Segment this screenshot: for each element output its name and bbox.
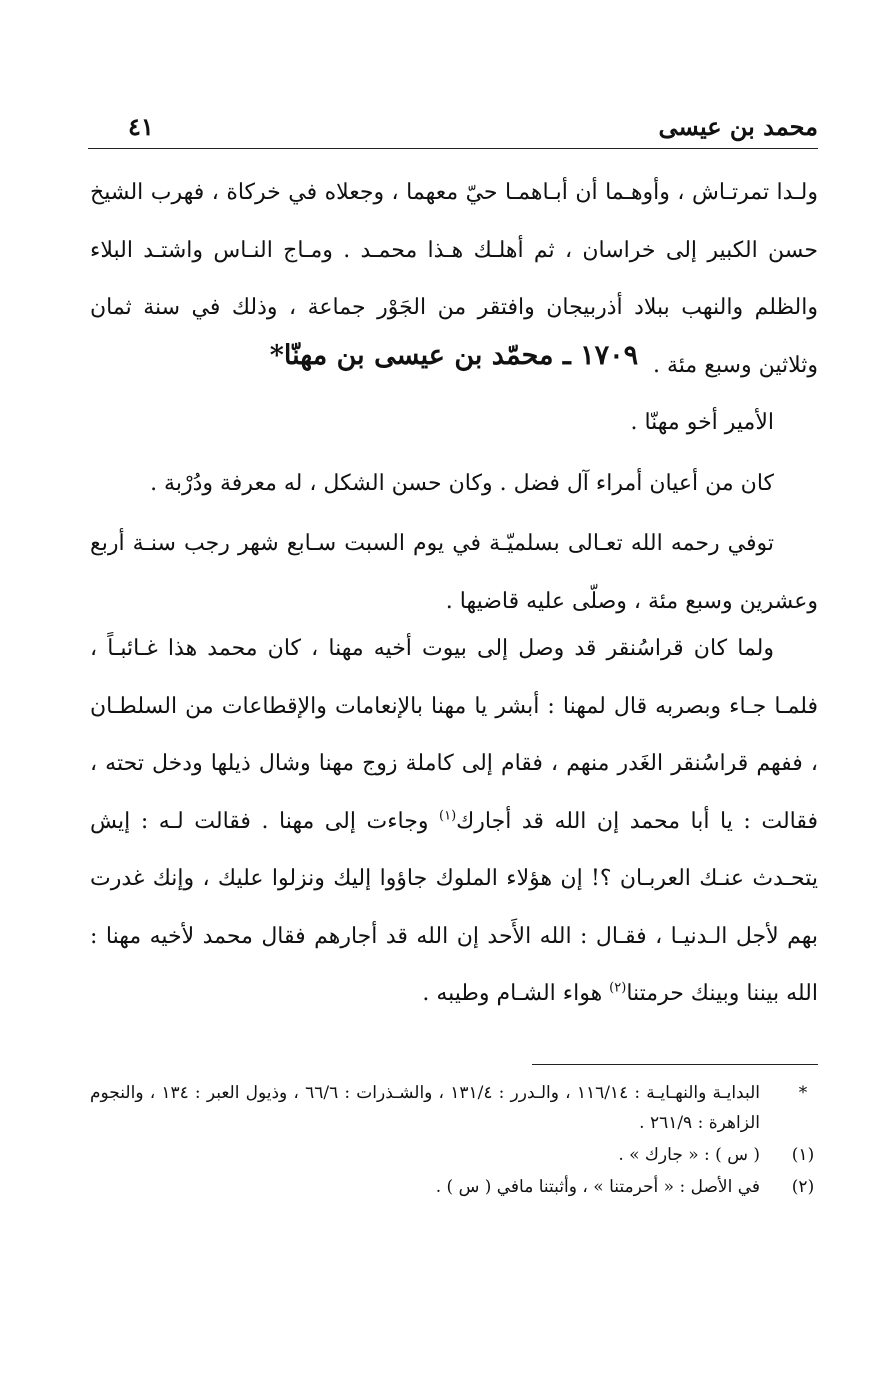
footnote-text: البدايـة والنهـايـة : ١١٦/١٤ ، والـدرر : ١٣١/٤ ، والشـذرات : ٦٦/٦ ، وذيول العبر : ١٣٤ ، والنجوم الزاهرة : ٢٦١/٩ . (90, 1083, 761, 1133)
paragraph-title-line (90, 394, 818, 452)
footnote-marker: * (798, 1083, 808, 1103)
story-text-part-1: ولما كان قراسُنقر قد وصل إلى بيوت أخيه مهنا ، كان محمد هذا غـائبـاً ، فلمـا جـاء وبصربه قال لمهنا : أبشر يا مهنا بالإنعامات والإقطاعات من السلطـان ، ففهم قراسُنقر الغَدر منهم ، فقام إلى كاملة زوج مهنا وشال ذيلها ودخل تحته ، فقالت : يا أبا محمد إن الله قد أجارك (90, 636, 818, 834)
paragraph-text: كان من أعيان أمراء آل فضل . وكان حسن الشكل ، له معرفة ودُرْبة . (150, 471, 774, 496)
footnotes (90, 1078, 818, 1204)
story-text-part-2: وجاءت إلى مهنا . فقالت لـه : إيش يتحـدث عنـك العربـان ؟! إن هؤلاء الملوك جاؤوا إليك ونزلوا عليك ، وإنك غدرت بهم لأجل الـدنيـا ، فقـال : الله الأَحد إن الله قد أجارهم فقال محمد لأخيه مهنا : الله بيننا وبينك حرمتنا (90, 808, 818, 1006)
footnote-1 (90, 1140, 818, 1170)
page-header (88, 112, 818, 146)
footnote-text: ( س ) : « جارك » . (618, 1145, 760, 1165)
paragraph-death (90, 515, 818, 630)
header-rule (88, 148, 818, 149)
paragraph-text (90, 620, 818, 1023)
footnote-rule (532, 1064, 818, 1065)
entry-heading: ١٧٠٩ ـ محمّد بن عيسى بن مهنّا* (269, 340, 639, 371)
paragraph-text: ولـدا تمرتـاش ، وأوهـما أن أبـاهمـا حيّ معهما ، وجعلاه في خركاة ، فهرب الشيخ حسن الكبير إلى خراسان ، ثم أهلـك هـذا محمـد . ومـاج النـاس واشتـد البلاء والظلم والنهب ببلاد أذربيجان وافتقر من الجَوْر جماعة ، وذلك في سنة ثمان وثلاثين وسبع مئة . (90, 180, 818, 378)
paragraph-description (90, 455, 818, 513)
footnote-2 (90, 1172, 818, 1202)
footnote-marker: (٢) (791, 1177, 815, 1197)
story-text-part-3: هواء الشـام وطيبه . (422, 981, 610, 1006)
paragraph-story (90, 620, 818, 1023)
paragraph-text: توفي رحمه الله تعـالى بسلميّـة في يوم السبت سـابع شهر رجب سنـة أربع وعشرين وسبع مئة ، وصلّى عليه قاضيها . (90, 531, 818, 614)
paragraph-text: الأمير أخو مهنّا . (630, 410, 774, 435)
footnote-marker: (١) (791, 1145, 815, 1165)
footnote-star (90, 1078, 818, 1138)
footnote-reference-2: (٢) (609, 980, 627, 996)
page-number: ٤١ (128, 112, 154, 141)
running-title: محمد بن عيسى (658, 112, 818, 141)
footnote-text: في الأصل : « أحرمتنا » ، وأثبتنا مافي ( س ) . (435, 1177, 760, 1197)
footnote-reference-1: (١) (439, 808, 457, 824)
